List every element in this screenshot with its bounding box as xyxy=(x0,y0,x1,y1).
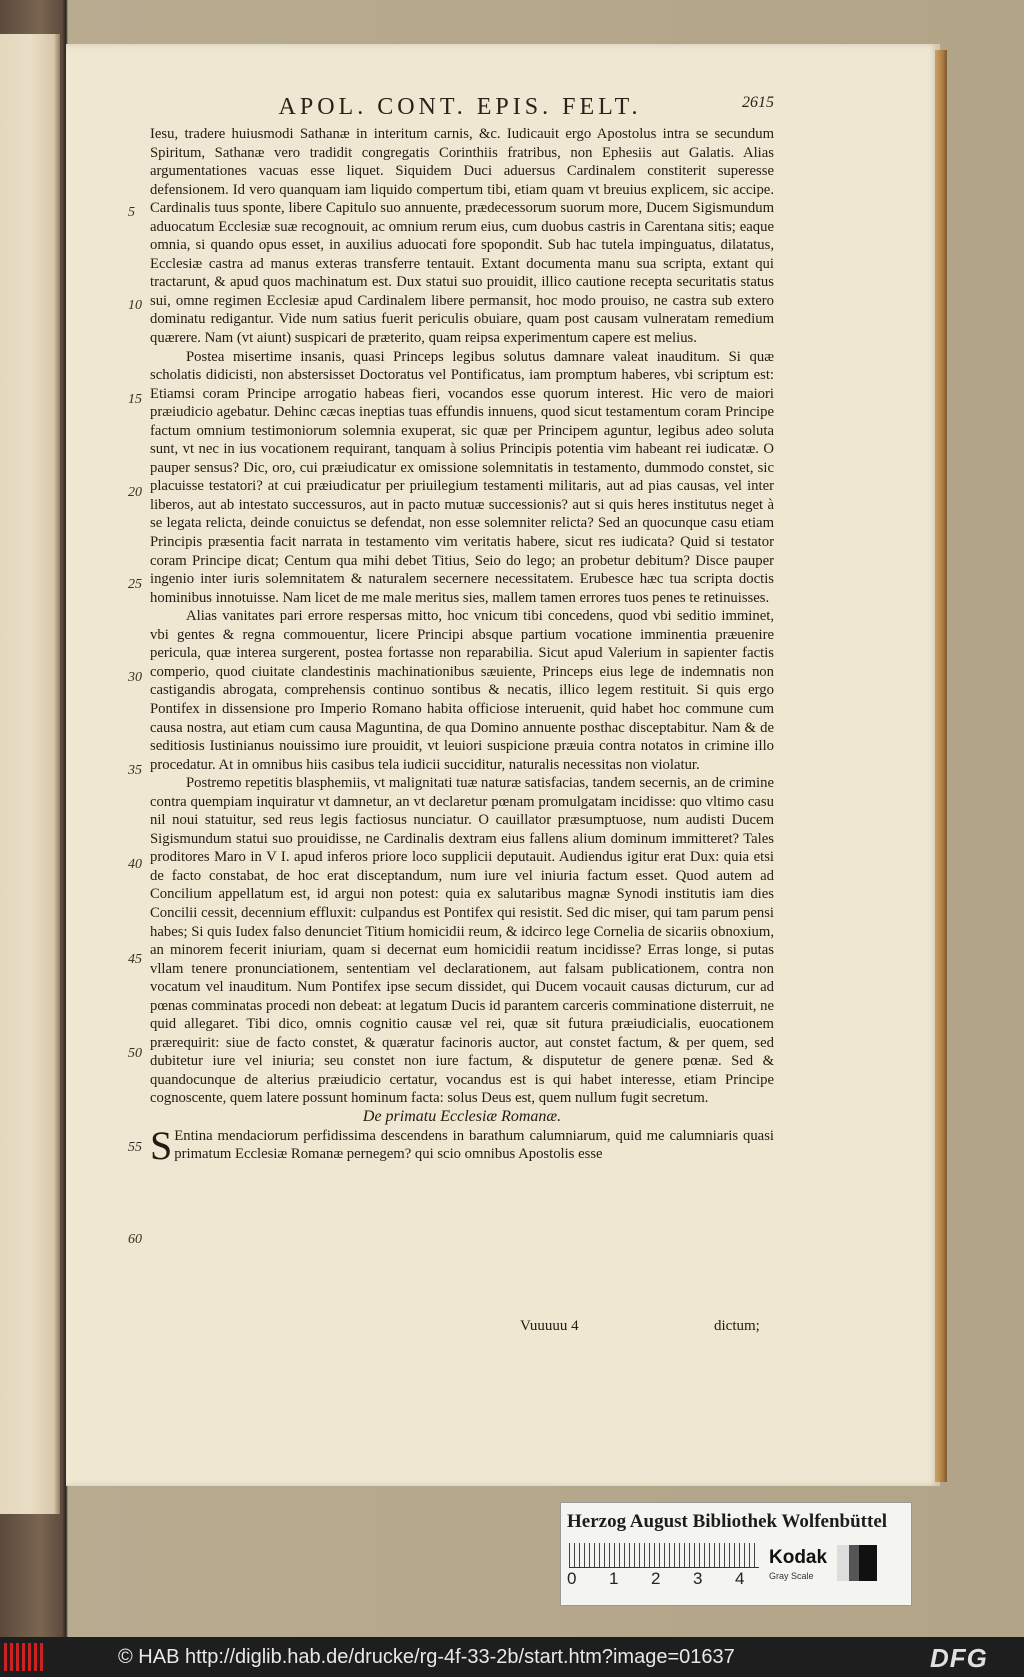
ruler-number: 3 xyxy=(693,1569,703,1588)
running-head: APOL. CONT. EPIS. FELT. xyxy=(278,94,642,120)
drop-cap: S xyxy=(150,1122,173,1168)
credit-link[interactable]: © HAB http://diglib.hab.de/drucke/rg-4f-33-2b/start.htm?image=01637 xyxy=(118,1646,735,1668)
ruler-number: 4 xyxy=(735,1569,745,1588)
line-number: 40 xyxy=(128,857,142,872)
scan-target-label xyxy=(560,1502,912,1606)
ruler-number: 0 xyxy=(567,1569,577,1588)
hab-barcode-icon xyxy=(4,1643,44,1671)
library-name: Herzog August Bibliothek Wolfenbüttel xyxy=(567,1511,888,1532)
paragraph: Postremo repetitis blasphemiis, vt malignitati tuæ naturæ satisfacias, tandem secernis, an de crimine contra quempiam inquiratur vt damnetur, an vt declaretur pœnam promulgatam incidisse: quo vltimo casu nil noui statuitur, sed reus legis factiosus nunciatur. O cauillator præsumptuose, num audisti Ducem Sigismundum statui suo prouidisse, ne Cardinalis dextram eius fallens alium dominum immitteret? Tales proditores Maro in V I. apud inferos priore loco supplicii deputauit. Audiendus igitur erat Dux: quia etsi de facto constabat, de hoc erat disceptandum, num iure vel iniuria factum esset. Quod autem ad Concilium appellatum est, id argui non potest: quia ex salutaribus magnæ Synodi institutis iam dies Concilii cessit, decennium effluxit: culpandus est Pontifex qui resistit. Sed dic miser, qui tam parum pensi habes; Si quis Iudex falso denunciet Titium homicidii reum, & idcirco lege Cornelia de sicariis obnoxium, an minorem fecerit iniuriam, quam si decernat eum homicidii reatum incidisse? Erras longe, si putas vllam tenere pronunciationem, sententiam vel declarationem, aut falsam publicationem, contra non vocatum vel inauditum. Num Pontifex ipse secum dissidet, qui Ducem vocauit causas dicturum, cur ad pœnas comminatas procedi non debeat: at legatum Ducis id parantem carceris comminatione disterruit, ne quid allegaret. Tibi dico, omnis cognitio causæ vel rei, quæ sit futura præiudicialis, euocationem prærequirit: siue de facto constet, & quæratur facinoris auctor, aut constet factum, & per quem, sed dubitetur iure vel iniuria; seu constet non iure factum, & disputetur de genere pœnæ. Sed & quandocunque de alterius præiudicio certatur, vocandus est is qui habet interesse, etiam Principe cognoscente, quem latere possunt hominum facta: solus Deus est, quem nullum fugit secretum. xyxy=(150,775,774,1107)
ruler-number: 1 xyxy=(609,1569,619,1588)
line-number: 35 xyxy=(128,763,142,778)
gray-scale-label: Gray Scale xyxy=(769,1571,814,1581)
paragraph: Postea misertime insanis, quasi Princeps legibus solutus damnare valeat inauditum. Si quæ scholatis didicisti, non abstersisset Doctoratus vel Pontificatus, iam promptum haberes, vbi scriptum est: Etiamsi coram Principe arrogatio habeas fieri, vocandos esse quorum interest. Hic vero de maiori præiudicio agebatur. Dehinc cæcas ineptias tuas effundis innuens, quod sicut testamentum coram Principe factum omnium testimoniorum solemnia exuperat, sic quæ per Principem aguntur, legibus adeo soluta sunt, vt nec in ius vocationem requirant, tanquam à solius Principis potentia vim habeant rei iudicatæ. O pauper sensus? Dic, oro, cui præiudicatur ex omissione solemnitatis in testamento, dummodo constet, sic placuisse testatori? at cui præiudicatur per priuilegium testamenti militaris, aut ad pias causas, vel inter liberos, aut ab intestato successuros, aut in pacto mutuæ successionis? aut si quis heres institutus neget à se legata relicta, deinde conuictus se defendat, non esse solemniter relicta? Sed an quocunque casu etiam Principis præsentia facit narrata in testamento vim veritatis habere, sicut res iudicata? Quid si testator coram Principe dicat; Centum qua mihi debet Titius, Seio do lego; an probetur debitum? Disce pauper ingenio inter iuris solemnitatem & naturalem secernere necessitatem. Erubesce hæc tua scripta doctis hominibus innotuisse. Nam licet de me male meritus sies, mallem tamen errores tuos penes te retinuisses. xyxy=(150,348,774,606)
line-number: 50 xyxy=(128,1046,142,1061)
line-number: 20 xyxy=(128,485,142,500)
line-number: 60 xyxy=(128,1232,142,1247)
paragraph: Alias vanitates pari errore respersas mitto, hoc vnicum tibi concedens, quod vbi seditio imminet, vbi gentes & regna commouentur, licere Principi absque partium vocatione imminentia præuenire pericula, quæ interea surgerent, postea fortasse non reparabilia. Sicut apud Valerium in sapienter factis comperio, quod ciuitate clandestinis machinationibus sæuiente, Princeps eius lege de indemnatis non castigandis abrogata, comprehensis continuo sontibus & necatis, illico legem restituit. Si quis ergo Pontifex in dissensione pro Imperio Romano habita officiose interuenit, quid habet hoc commune cum causa nostra, aut etiam cum causa Maguntina, de qua Domino annuente posthac disceptabitur. Nam & de seditiosis Iustinianus nouissimo iure prouidit, vt leuiori suspicione præuia contra notatos in crimine illo procedatur. At in omnibus hiis casibus tela iudicii succiditur, naturalis necessitas non violatur. xyxy=(150,608,774,773)
ruler-number: 2 xyxy=(651,1569,661,1588)
section-heading: De primatu Ecclesiæ Romanæ. xyxy=(362,1107,562,1125)
opening-text: Entina mendaciorum perfidissima descendens in barathum calumniarum, quid me calumniaris quasi primatum Ecclesiæ Romanæ pernegem? qui scio omnibus Apostolis esse xyxy=(174,1127,774,1163)
line-number: 10 xyxy=(128,298,142,313)
dfg-logo: DFG xyxy=(930,1643,988,1673)
line-number: 55 xyxy=(128,1140,142,1155)
body-text xyxy=(150,125,774,1275)
footer-bar xyxy=(0,1637,1024,1677)
catchword: dictum; xyxy=(714,1318,760,1334)
page-fore-edge xyxy=(935,50,947,1482)
line-number: 15 xyxy=(128,392,142,407)
folio-number: 2615 xyxy=(742,94,774,111)
line-number: 25 xyxy=(128,577,142,592)
line-number: 5 xyxy=(128,205,135,220)
paragraph: Iesu, tradere huiusmodi Sathanæ in interitum carnis, &c. Iudicauit ergo Apostolus intra se secundum Spiritum, Sathanæ vero tradidit congregatis Corinthiis fratribus, non Ephesiis aut Galatis. Alias argumentationes vacuas esse liquet. Siquidem Duci aduersus Cardinalem constiterit superesse defensionem. Id vero quanquam iam liquido compertum tibi, etiam quam vt breuius explicem, sic accipe. Cardinalis tuus sponte, libere Capitulo suo annuente, prædecessorum suorum more, Ducem Sigismundum aduocatum Ecclesiæ suæ recognouit, ac omnium rerum eius, cum duobus castris in Carentana sitis; eaque omnia, si quando opus esset, in auxilius aduocati fore spopondit. Sub hac tutela impinguatus, dilatatus, Ecclesiæ castra ad manus exteras transferre tentauit. Extant documenta manu sua scripta, extant qui tractarunt, & apud quos machinatum est. Dux statui suo prouidit, illico cautione recepta securitatis status sui, omne regimen Ecclesiæ apud Cardinalem libere permansit, hoc modo prouiso, ne castra sub extero dominatu redigantur. Vide num satius fuerit periculis obuiare, quam post causam vulneratam remedium quærere. Nam (vt aiunt) suspicari de præterito, quam reipsa experimentum capere est melius. xyxy=(150,126,774,347)
scale-ruler xyxy=(569,1543,759,1568)
gray-scale-swatch xyxy=(837,1545,877,1581)
kodak-logo: Kodak xyxy=(769,1547,828,1568)
signature-mark: Vuuuuu 4 xyxy=(520,1318,579,1334)
line-number: 45 xyxy=(128,952,142,967)
opening-paragraph xyxy=(150,1122,774,1168)
line-number: 30 xyxy=(128,670,142,685)
previous-page-edge xyxy=(0,34,60,1514)
